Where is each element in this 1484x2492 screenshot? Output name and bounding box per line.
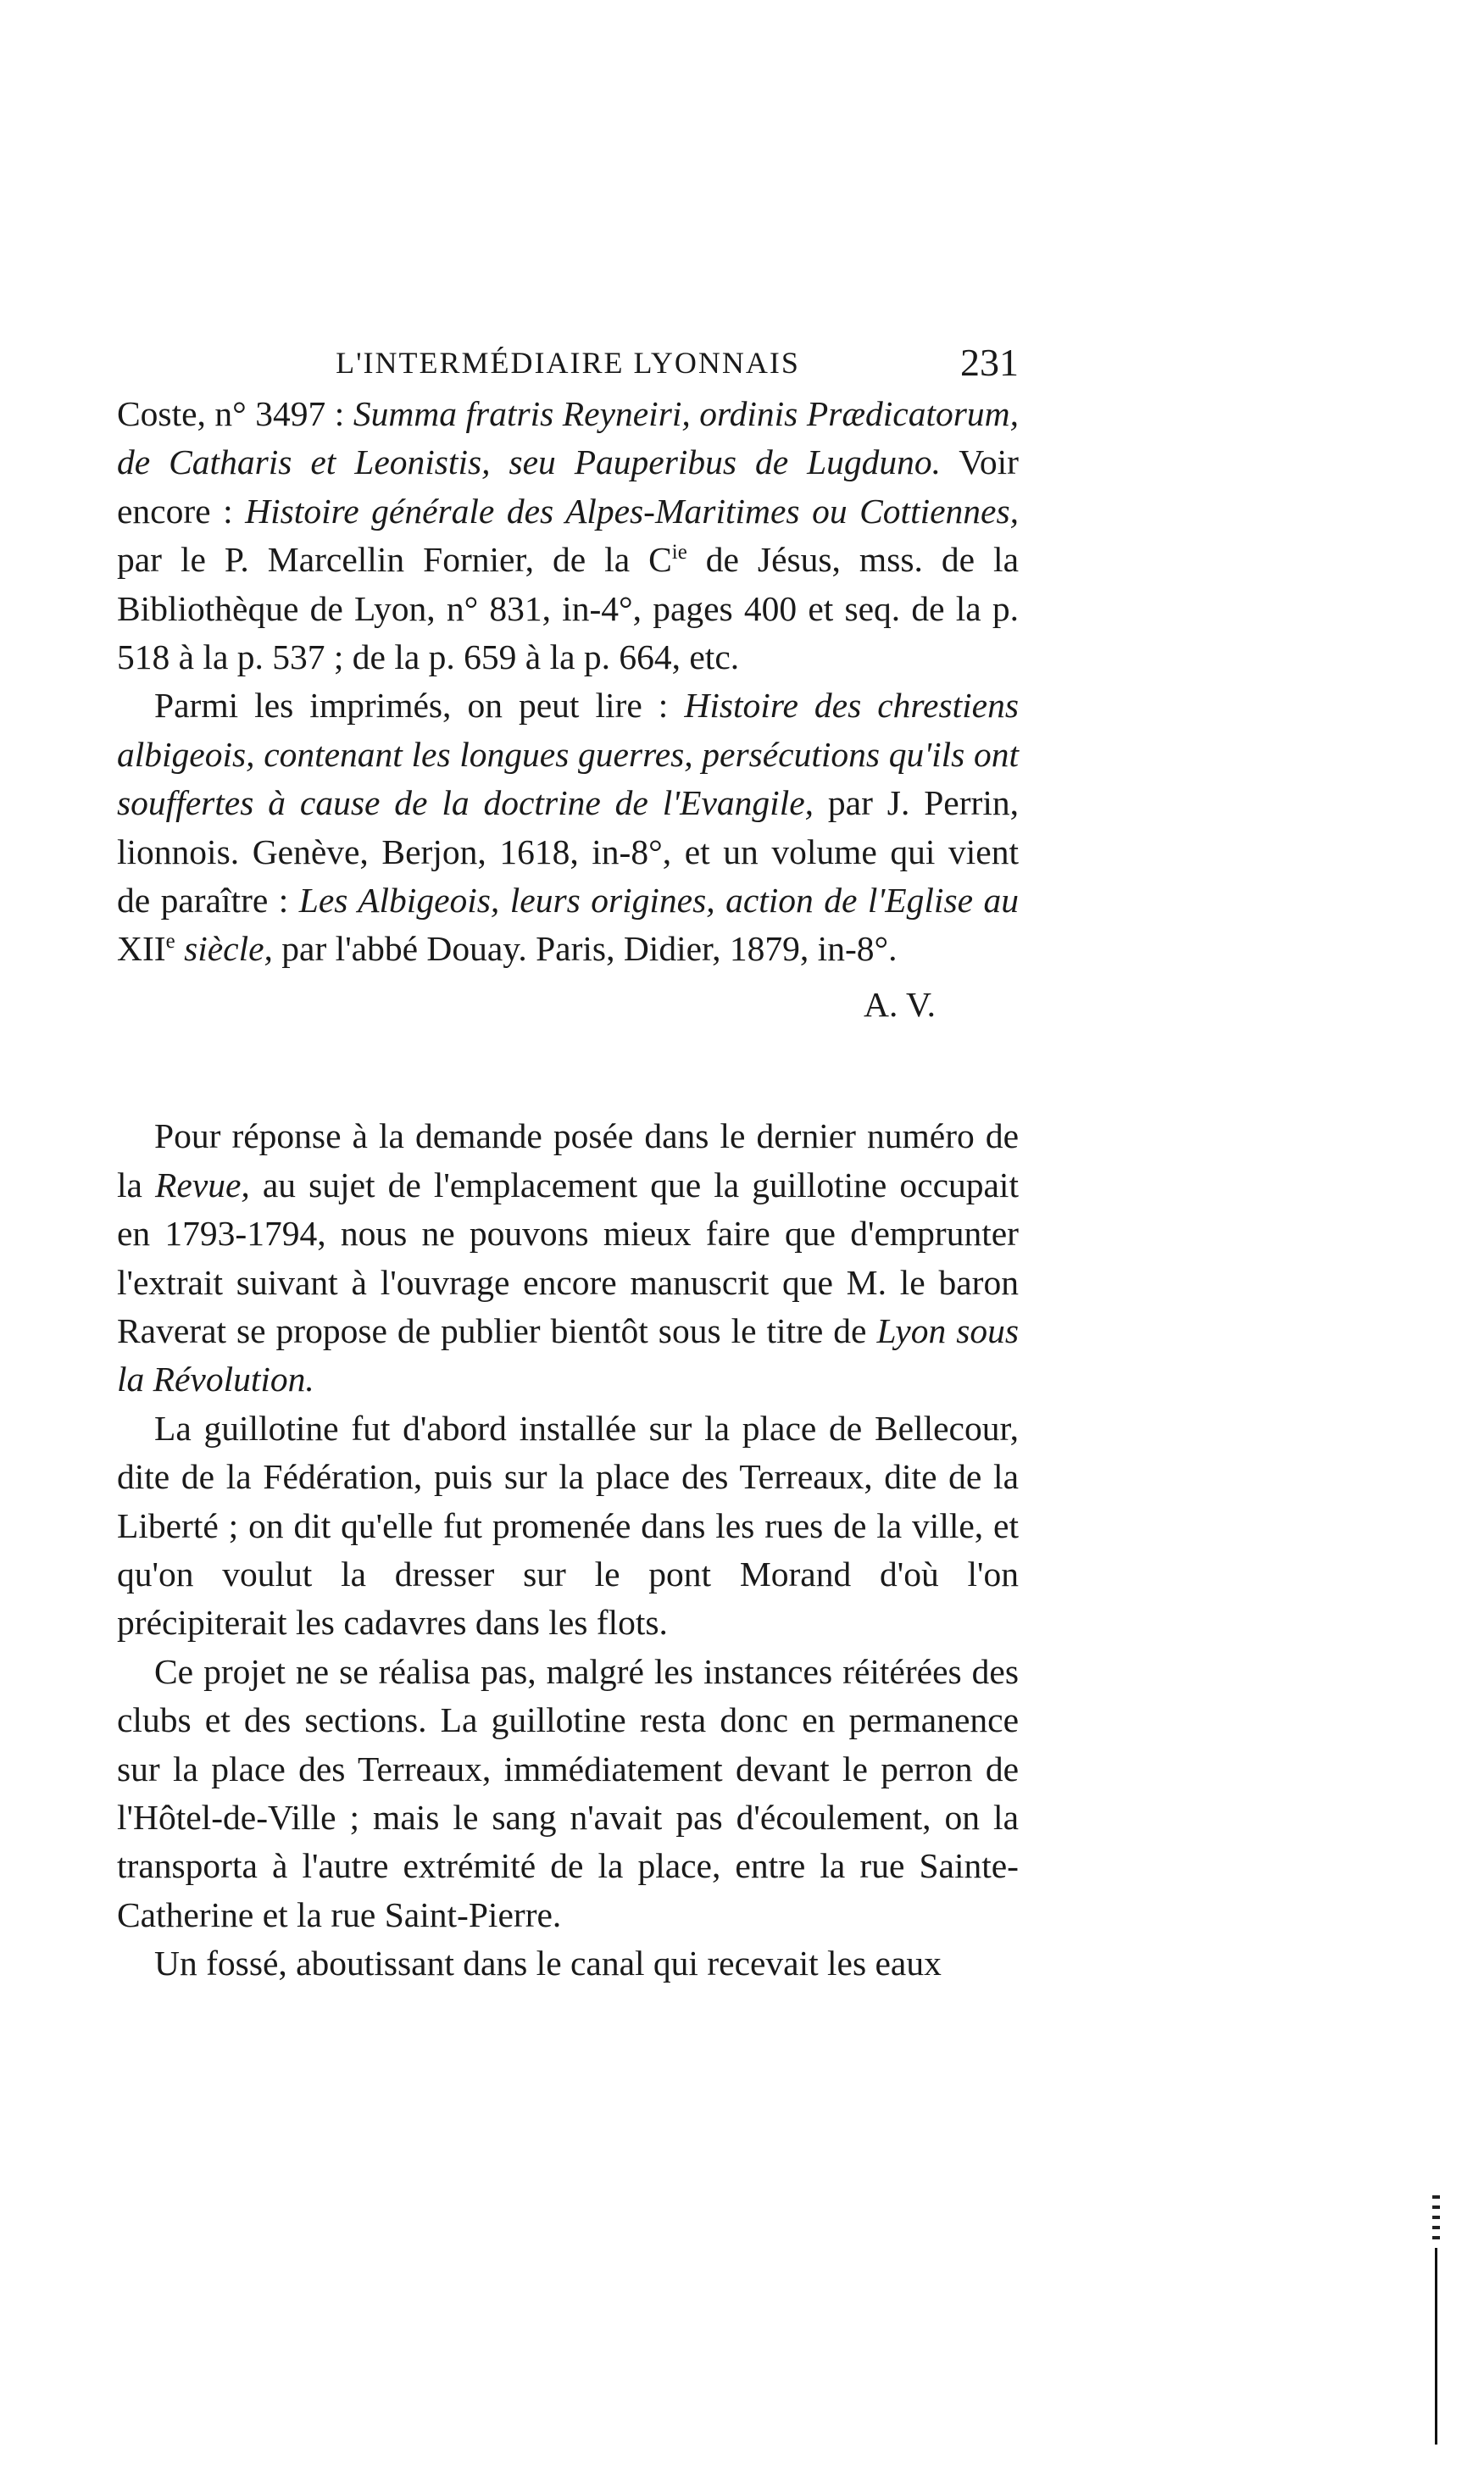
margin-rule: [1435, 2248, 1437, 2445]
text-run: Coste, n° 3497 :: [117, 394, 353, 433]
text-run: Pour réponse à la demande posée dans le dernier numéro de la: [117, 1116, 1019, 1204]
text-run: par l'abbé Douay. Paris, Didier, 1879, in-8°.: [272, 929, 898, 969]
century-numeral: XII: [117, 929, 166, 969]
section-gap: [117, 1029, 1019, 1112]
page-header: [117, 341, 1019, 385]
italic-title: siècle,: [175, 929, 273, 969]
text-run: Voir encore :: [117, 442, 1019, 531]
margin-dot-marks: [1432, 2195, 1440, 2243]
text-run: par le P. Marcellin Fornier, de la C: [117, 540, 672, 580]
paragraph-fosse: Un fossé, aboutissant dans le canal qui recevait les eaux: [154, 1944, 942, 1983]
paragraph-guillotine-locations: La guillotine fut d'abord installée sur la place de Bellecour, dite de la Fédération, puis sur la place des Terreaux, dite de la Liberté ; on dit qu'elle fut promenée dans les rues de la ville, et qu'on voulut la dresser sur le pont Morand d'où l'on précipiterait les cadavres dans les flots.: [117, 1408, 1019, 1643]
text-run: au sujet de l'emplacement que la guillotine occupait en 1793-1794, nous ne pouvons mieux faire que d'emprunter l'extrait suivant à l'ouvrage encore manuscrit que M. le baron Raverat se propose de publier bientôt sous le titre de: [117, 1165, 1019, 1350]
superscript: ie: [671, 541, 687, 565]
italic-title: Les Albigeois, leurs origines, action de l'Eglise au: [298, 881, 1019, 921]
paragraph-printed-sources: [117, 681, 1019, 973]
italic-title: Revue,: [155, 1165, 250, 1204]
author-signature: A. V.: [864, 984, 936, 1024]
text-run: par J. Perrin, lionnois. Genève, Berjon, 1618, in-8°, et un volume qui vient de paraître :: [117, 783, 1019, 921]
italic-title: Lyon sous la Révolution.: [117, 1310, 1019, 1399]
paragraph-guillotine-terreaux: Ce projet ne se réalisa pas, malgré les instances réitérées des clubs et des sections. La guillotine resta donc en permanence sur la place des Terreaux, immédiatement devant le perron de l'Hôtel-de-Ville ; mais le sang n'avait pas d'écoulement, on la transporta à l'autre extrémité de la place, entre la rue Sainte-Catherine et la rue Saint-Pierre.: [117, 1651, 1019, 1934]
italic-title: Histoire générale des Alpes-Maritimes ou Cottiennes,: [245, 491, 1019, 531]
italic-title: Summa fratris Reyneiri, ordinis Prædicatorum, de Catharis et Leonistis, seu Pauperibus de Lugduno.: [117, 394, 1019, 482]
page-body: [117, 390, 1019, 1989]
text-run: Parmi les imprimés, on peut lire :: [154, 686, 685, 726]
text-run: de Jésus, mss. de la Bibliothèque de Lyon, n° 831, in-4°, pages 400 et seq. de la p. 518 à la p. 537 ; de la p. 659 à la p. 664, etc.: [117, 540, 1019, 677]
superscript: e: [165, 930, 175, 954]
paragraph-reply: [117, 1112, 1019, 1404]
page-number: 231: [960, 341, 1019, 384]
running-title: L'INTERMÉDIAIRE LYONNAIS: [336, 346, 800, 380]
paragraph-sources-continued: [117, 390, 1019, 681]
italic-title: Histoire des chrestiens albigeois, contenant les longues guerres, persécutions qu'ils ont souffertes à cause de la doctrine de l'Evangile,: [117, 686, 1019, 823]
